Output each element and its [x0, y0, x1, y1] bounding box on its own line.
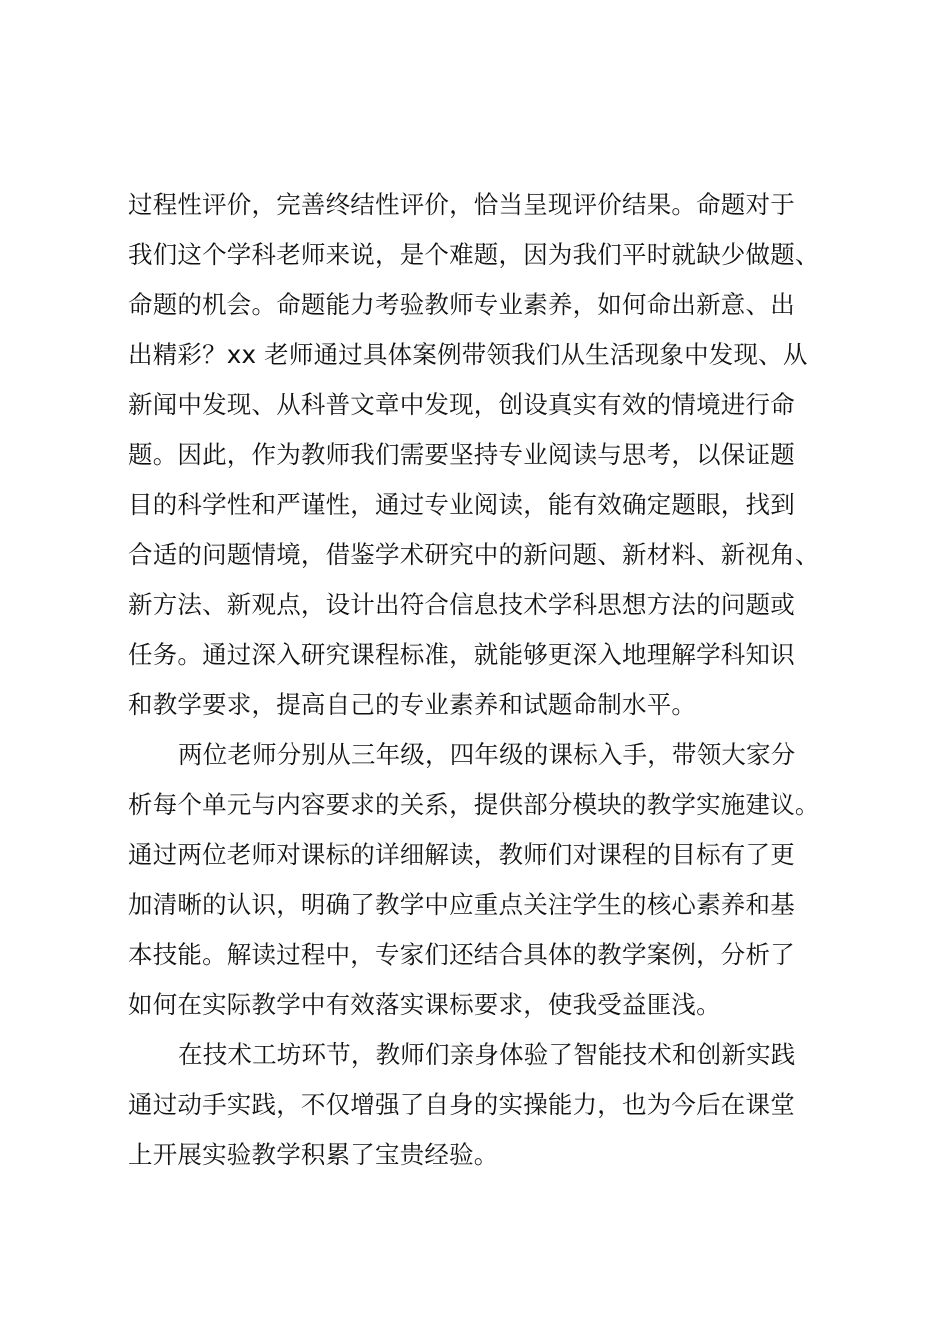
text-line: 出精彩？xx 老师通过具体案例带领我们从生活现象中发现、从 [128, 340, 808, 369]
paragraph-3 [128, 1030, 848, 1180]
text-line: 合适的问题情境，借鉴学术研究中的新问题、新材料、新视角、 [128, 540, 820, 569]
text-line: 通过两位老师对课标的详细解读，教师们对课程的目标有了更 [128, 840, 795, 869]
text-line: 加清晰的认识，明确了教学中应重点关注学生的核心素养和基 [128, 890, 795, 919]
text-line: 如何在实际教学中有效落实课标要求，使我受益匪浅。 [128, 990, 721, 1019]
text-line: 上开展实验教学积累了宝贵经验。 [128, 1140, 499, 1169]
text-line: 和教学要求，提高自己的专业素养和试题命制水平。 [128, 690, 697, 719]
text-line: 本技能。解读过程中，专家们还结合具体的教学案例，分析了 [128, 940, 795, 969]
text-line: 任务。通过深入研究课程标准，就能够更深入地理解学科知识 [128, 640, 795, 669]
text-line: 题。因此，作为教师我们需要坚持专业阅读与思考，以保证题 [128, 440, 795, 469]
text-line: 析每个单元与内容要求的关系，提供部分模块的教学实施建议。 [128, 790, 820, 819]
text-line: 在技术工坊环节，教师们亲身体验了智能技术和创新实践 [178, 1040, 796, 1069]
body-text [128, 180, 848, 1180]
text-line: 目的科学性和严谨性，通过专业阅读，能有效确定题眼，找到 [128, 490, 795, 519]
text-line: 命题的机会。命题能力考验教师专业素养，如何命出新意、出 [128, 290, 795, 319]
text-line: 新闻中发现、从科普文章中发现，创设真实有效的情境进行命 [128, 390, 795, 419]
text-line: 通过动手实践，不仅增强了自身的实操能力，也为今后在课堂 [128, 1090, 795, 1119]
text-line: 我们这个学科老师来说，是个难题，因为我们平时就缺少做题、 [128, 240, 820, 269]
text-line: 新方法、新观点，设计出符合信息技术学科思想方法的问题或 [128, 590, 795, 619]
paragraph-1 [128, 180, 848, 730]
text-line: 两位老师分别从三年级，四年级的课标入手，带领大家分 [178, 740, 796, 769]
paragraph-2 [128, 730, 848, 1030]
text-line: 过程性评价，完善终结性评价，恰当呈现评价结果。命题对于 [128, 190, 795, 219]
